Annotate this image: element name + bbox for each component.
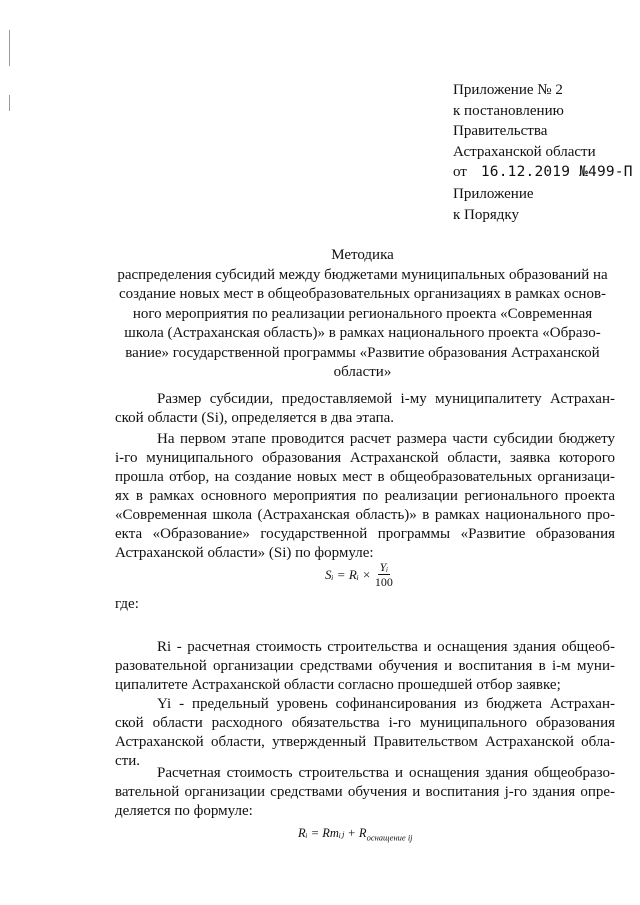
text-line: ской области (Si), определяется в два этапа.: [115, 410, 395, 426]
paragraph-cost-calculation: [115, 764, 615, 821]
formula-cost-subscript: оснащение ij: [366, 832, 413, 843]
appendix-to-resolution: к постановлению: [453, 102, 564, 119]
formula-lhs: Sᵢ = Rᵢ ×: [325, 567, 371, 582]
scan-edge-mark: [9, 30, 10, 66]
text-line: На первом этапе проводится расчет размера части субсидии бюджету: [157, 431, 615, 447]
text-line: ской области расходного обязательства i-го муниципального образования: [115, 715, 615, 731]
where-label: где:: [115, 596, 139, 612]
text-line: Размер субсидии, предоставляемой i-му муниципалитету Астрахан-: [157, 391, 615, 407]
appendix-date-line: [453, 162, 633, 183]
appendix-government: Правительства: [453, 123, 548, 139]
paragraph-subsidy-size: [115, 390, 615, 428]
date-stamp: 16.12.2019 №499-П: [480, 164, 633, 180]
text-line: Ri - расчетная стоимость строительства и оснащения здания общеоб-: [157, 639, 615, 655]
title-line: создание новых мест в общеобразовательных организациях в рамках основ-: [118, 286, 607, 302]
text-line: Астраханской области» (Si) по формуле:: [115, 545, 374, 561]
title-line: ного мероприятия по реализации регионального проекта «Современная: [132, 305, 593, 322]
text-line: ципалитете Астраханской области согласно прошедшей отбор заявке;: [115, 677, 561, 693]
title-line: распределения субсидий между бюджетами муниципальных образований на: [117, 266, 608, 283]
paragraph-first-stage: [115, 430, 615, 563]
appendix-number: Приложение № 2: [453, 82, 563, 98]
formula-fraction: [375, 560, 393, 590]
paragraph-ri-definition: [115, 638, 615, 695]
document-title: [110, 246, 615, 383]
formula-cost: [298, 825, 413, 843]
text-line: деляется по формуле:: [115, 803, 253, 819]
text-line: «Современная школа (Астраханская область)» в рамках национального про-: [115, 507, 615, 523]
text-line: екта «Образование» государственной программы «Развитие образования: [115, 526, 615, 542]
text-line: прошла отбор, на создание новых мест в общеобразовательных организаци-: [115, 469, 615, 485]
text-line: i-го муниципального образования Астраханской области, заявка которого: [115, 450, 615, 466]
title-line: области»: [333, 364, 392, 380]
date-prefix: от: [453, 164, 467, 180]
fraction-numerator: Yᵢ: [379, 560, 389, 574]
scan-edge-mark: [9, 95, 10, 111]
appendix-header: [453, 80, 633, 183]
appendix-to-order-line1: Приложение: [453, 186, 534, 202]
text-line: Yi - предельный уровень софинансирования из бюджета Астрахан-: [157, 696, 615, 712]
title-line: вание» государственной программы «Развитие образования Астраханской: [125, 344, 600, 361]
formula-subsidy: [325, 560, 393, 590]
text-line: Астраханской области, утвержденный Правительством Астраханской обла-: [115, 734, 615, 750]
title-heading: Методика: [331, 247, 394, 263]
text-line: вательной организации средствами обучения и воспитания j-го здания опре-: [115, 784, 615, 800]
text-line: разовательной организации средствами обучения и воспитания в i-м муни-: [115, 658, 615, 674]
formula-cost-main: Rᵢ = Rmᵢⱼ + R: [298, 826, 367, 840]
fraction-denominator: 100: [374, 575, 393, 589]
appendix-region: Астраханской области: [453, 143, 596, 160]
paragraph-yi-definition: [115, 695, 615, 771]
text-line: Расчетная стоимость строительства и оснащения здания общеобразо-: [157, 765, 615, 781]
text-line: ях в рамках основного мероприятия по реализации регионального проекта: [115, 488, 615, 504]
title-line: школа (Астраханская область)» в рамках национального проекта «Образо-: [124, 325, 601, 341]
appendix-to-order-line2: к Порядку: [453, 206, 519, 223]
appendix-to-order: [453, 184, 534, 225]
text-line: сти.: [115, 753, 140, 769]
